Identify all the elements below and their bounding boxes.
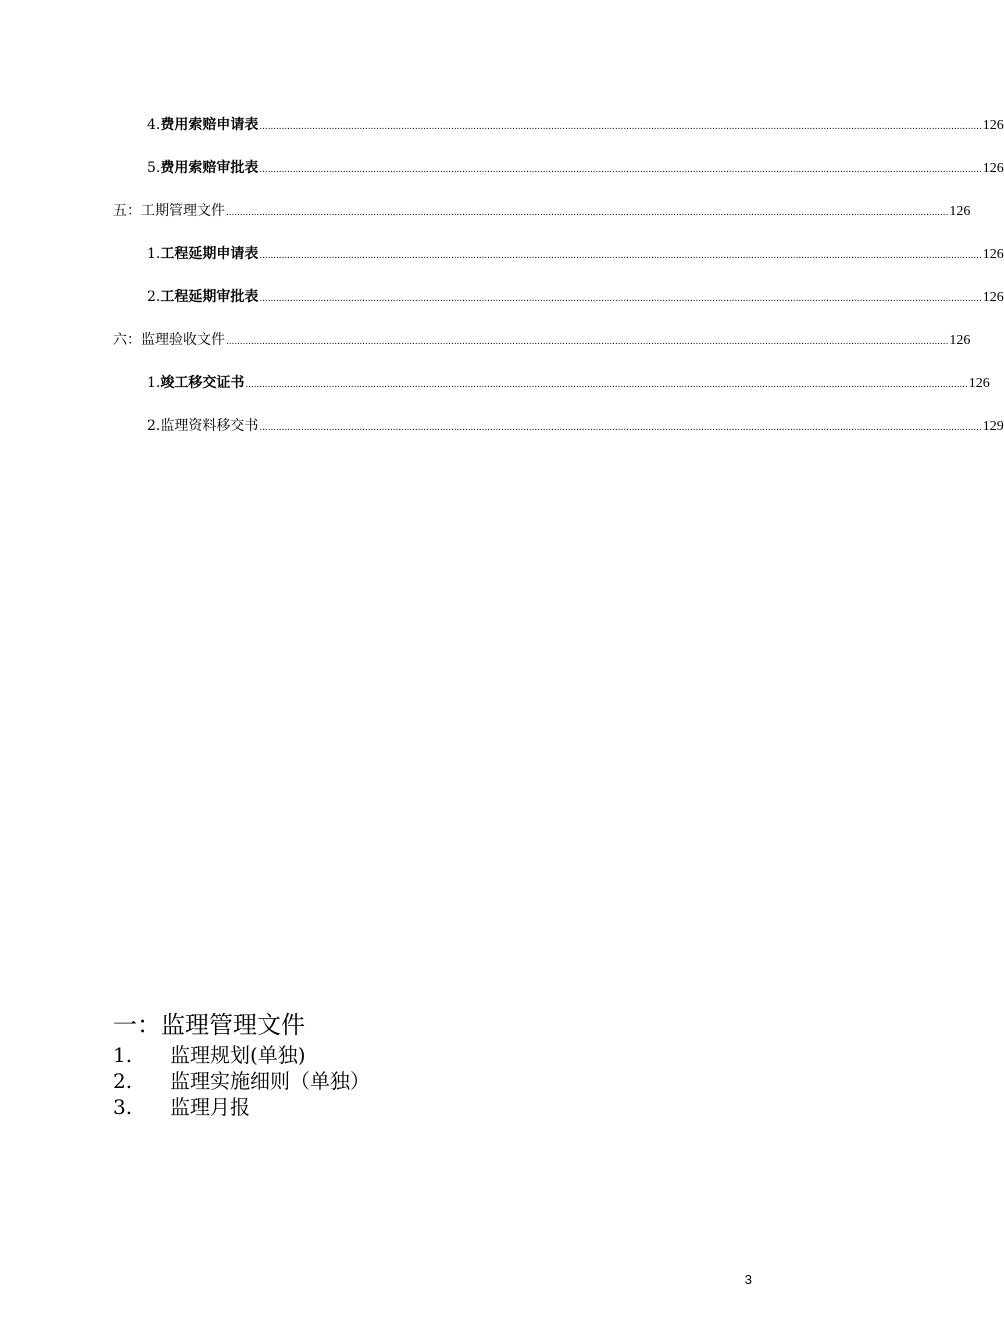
- toc-entry[interactable]: [113, 331, 971, 349]
- toc-entry-page: 126: [982, 290, 1004, 305]
- toc-entry-label: 竣工移交证书: [160, 375, 245, 391]
- toc-entry-page: 126: [982, 161, 1004, 176]
- section-item-label: 监理月报: [170, 1095, 250, 1119]
- toc-entry[interactable]: [147, 116, 1004, 134]
- toc-entry-number: 4.: [147, 117, 161, 133]
- section-item-number: 1.: [113, 1043, 133, 1067]
- toc-entry-label: 工程延期申请表: [160, 246, 259, 262]
- toc-entry-label: 费用索赔审批表: [160, 160, 259, 176]
- toc-leader-dots: ....................................................................................................................................................................................................................................................................: [245, 379, 968, 390]
- toc-entry-page: 126: [982, 247, 1004, 262]
- toc-entry-number: 2.: [147, 289, 161, 305]
- toc-leader-dots: ....................................................................................................................................................................................................................................................................: [226, 336, 949, 347]
- toc-entry-page: 129: [982, 419, 1004, 434]
- toc-entry-label: 五：工期管理文件: [113, 203, 225, 219]
- section-item: [113, 1042, 306, 1068]
- toc-leader-dots: ....................................................................................................................................................................................................................................................................: [259, 121, 982, 132]
- toc-leader-dots: ....................................................................................................................................................................................................................................................................: [259, 293, 982, 304]
- section-item-label: 监理实施细则（单独）: [170, 1069, 370, 1093]
- toc-entry-label: 六：监理验收文件: [113, 332, 225, 348]
- toc-leader-dots: ....................................................................................................................................................................................................................................................................: [259, 164, 982, 175]
- section-item: [113, 1094, 250, 1120]
- toc-leader-dots: ....................................................................................................................................................................................................................................................................: [259, 422, 982, 433]
- page-number-text: 3: [744, 1272, 752, 1287]
- toc-entry[interactable]: [147, 288, 1004, 306]
- toc-entry-label: 监理资料移交书: [160, 418, 259, 434]
- toc-entry[interactable]: [147, 417, 1004, 435]
- toc-entry-number: 5.: [147, 160, 161, 176]
- toc-entry-page: 126: [949, 333, 971, 348]
- toc-entry-label: 费用索赔申请表: [160, 117, 259, 133]
- toc-leader-dots: ....................................................................................................................................................................................................................................................................: [226, 207, 949, 218]
- toc-entry[interactable]: [113, 202, 971, 220]
- toc-entry-number: 1.: [147, 246, 161, 262]
- section-item-number: 2.: [113, 1069, 133, 1093]
- toc-entry-number: 1.: [147, 375, 161, 391]
- toc-entry-number: 2.: [147, 418, 161, 434]
- section-item: [113, 1068, 370, 1094]
- toc-entry[interactable]: [147, 374, 990, 392]
- section-item-label: 监理规划(单独): [170, 1043, 306, 1067]
- section-item-number: 3.: [113, 1095, 133, 1119]
- page-number: [0, 1272, 752, 1287]
- toc-entry-label: 工程延期审批表: [160, 289, 259, 305]
- toc-entry[interactable]: [147, 159, 1004, 177]
- toc-entry-page: 126: [982, 118, 1004, 133]
- toc-entry[interactable]: [147, 245, 1004, 263]
- section-heading: 一：监理管理文件: [113, 1011, 305, 1039]
- toc-leader-dots: ....................................................................................................................................................................................................................................................................: [259, 250, 982, 261]
- toc-entry-page: 126: [949, 204, 971, 219]
- toc-entry-page: 126: [968, 376, 990, 391]
